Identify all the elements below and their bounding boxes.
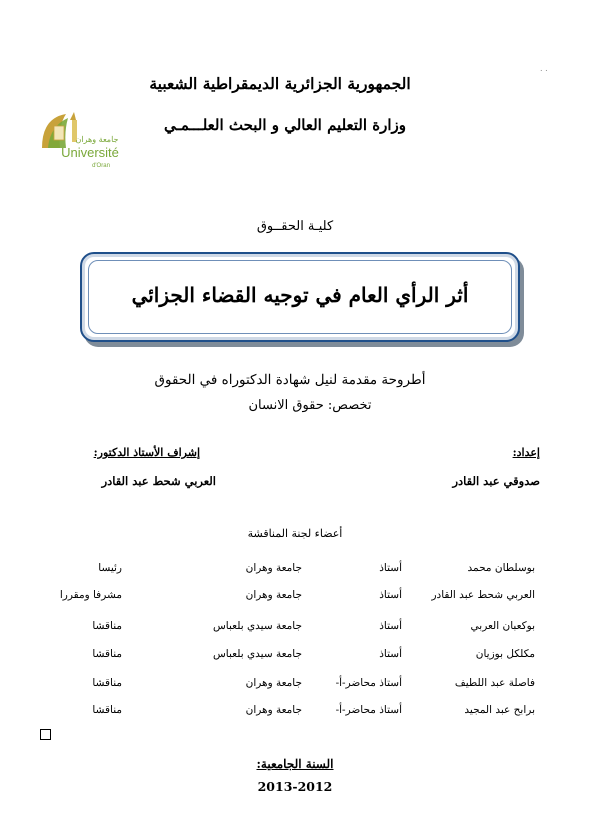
committee-title: أعضاء لجنة المناقشة [247,527,343,540]
logo-latin-text: Université [61,145,119,160]
academic-year: 2013-2012 [257,779,333,794]
committee-row [0,677,592,697]
member-university: جامعة وهران [245,589,302,601]
supervisor-name: العربي شحط عبد القادر [101,474,216,488]
member-name: بوسلطان محمد [467,562,535,574]
member-rank: أستاذ [379,620,402,632]
academic-year-label: السنة الجامعية: [256,757,334,771]
member-role: مناقشا [92,704,122,716]
member-university: جامعة سيدي بلعباس [212,648,302,660]
member-university: جامعة سيدي بلعباس [212,620,302,632]
member-rank: أستاذ محاضر-أ- [335,704,402,716]
member-role: مشرفا ومقررا [59,589,122,601]
logo-arabic-text: جامعة وهران [75,135,119,144]
scan-dots: . . [540,64,548,73]
member-name: العربي شحط عبد القادر [431,589,535,601]
faculty-name: كليـة الحقــوق [256,219,334,234]
supervisor-label: إشراف الأستاذ الدكتور: [93,446,200,459]
specialization: تخصص: حقوق الانسان [248,398,372,413]
member-name: بوكعبان العربي [470,620,535,632]
empty-checkbox[interactable] [40,729,51,740]
committee-row [0,648,592,668]
member-role: مناقشا [92,620,122,632]
member-university: جامعة وهران [245,562,302,574]
member-name: مكلكل بوزيان [475,648,535,660]
member-name: برابح عبد المجيد [464,704,535,716]
logo-city-text: d'Oran [92,163,110,169]
thesis-subtitle: أطروحة مقدمة لنيل شهادة الدكتوراه في الحقوق [154,372,426,388]
committee-row [0,589,592,609]
university-logo-mark-icon [36,108,126,180]
member-name: فاصلة عبد اللطيف [454,677,535,689]
member-rank: أستاذ [379,648,402,660]
member-role: مناقشا [92,648,122,660]
member-university: جامعة وهران [245,704,302,716]
thesis-title: أثر الرأي العام في توجيه القضاء الجزائي [131,283,469,307]
committee-row [0,562,592,582]
member-role: مناقشا [92,677,122,689]
university-logo [36,108,126,180]
member-rank: أستاذ [379,562,402,574]
committee-row [0,620,592,640]
committee-row [0,704,592,724]
author-name: صدوقي عبد القادر [452,474,540,488]
member-role: رئيسا [98,562,122,574]
member-rank: أستاذ محاضر-أ- [335,677,402,689]
preparation-label: إعداد: [512,446,540,459]
ministry-heading: وزارة التعليم العالي و البحث العلـــمـي [163,116,407,134]
member-university: جامعة وهران [245,677,302,689]
member-rank: أستاذ [379,589,402,601]
republic-heading: الجمهورية الجزائرية الديمقراطية الشعبية [149,74,411,93]
